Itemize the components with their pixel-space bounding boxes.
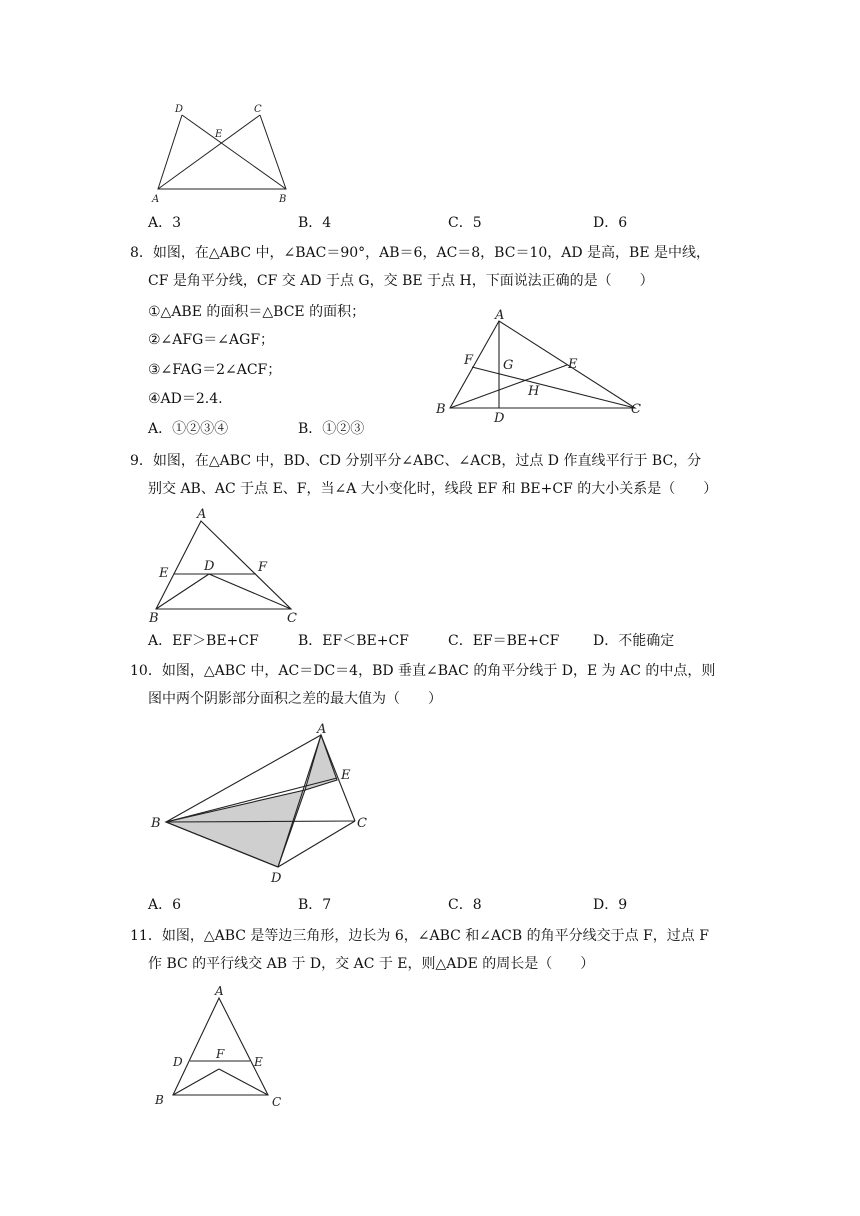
q9-option-c[interactable]: C．EF＝BE+CF bbox=[448, 633, 560, 649]
q11-label-f: F bbox=[216, 1047, 225, 1061]
q10-option-c[interactable]: C．8 bbox=[448, 897, 482, 913]
q10-label-d: D bbox=[271, 871, 282, 886]
q9-label-b: B bbox=[149, 611, 159, 626]
q10-option-a[interactable]: A．6 bbox=[148, 897, 182, 913]
q8-statement-1: ①△ABE 的面积＝△BCE 的面积； bbox=[148, 304, 366, 320]
q10-label-a: A bbox=[317, 722, 327, 737]
q9-label-e: E bbox=[159, 566, 169, 581]
q7-option-c[interactable]: C．5 bbox=[448, 215, 482, 231]
q8-label-a: A bbox=[495, 308, 505, 323]
q10-stem-line2: 图中两个阴影部分面积之差的最大值为（ ） bbox=[148, 691, 442, 707]
q11-label-d: D bbox=[173, 1055, 183, 1069]
q9-option-d[interactable]: D．不能确定 bbox=[593, 633, 675, 649]
q8-statement-4: ④AD＝2.4. bbox=[148, 391, 223, 407]
q11-label-e: E bbox=[254, 1055, 263, 1069]
q8-figure bbox=[430, 305, 650, 430]
q7-option-a[interactable]: A．3 bbox=[148, 215, 182, 231]
q10-label-b: B bbox=[151, 816, 161, 831]
q8-label-d: D bbox=[494, 411, 505, 426]
q7-figure bbox=[148, 100, 298, 210]
q8-statement-3: ③∠FAG＝2∠ACF； bbox=[148, 362, 282, 378]
q8-stem-line1: 8．如图，在△ABC 中，∠BAC＝90°，AB＝6，AC＝8，BC＝10，AD 是高，BE 是中线， bbox=[130, 245, 711, 261]
q9-label-c: C bbox=[287, 611, 297, 626]
q8-statement-2: ②∠AFG＝∠AGF； bbox=[148, 332, 275, 348]
q11-label-b: B bbox=[155, 1093, 164, 1107]
q9-label-d: D bbox=[204, 559, 215, 574]
q9-stem-line2: 别交 AB、AC 于点 E、F，当∠A 大小变化时，线段 EF 和 BE+CF 的大小关系是（ ） bbox=[148, 481, 718, 497]
q8-stem-line2: CF 是角平分线，CF 交 AD 于点 G，交 BE 于点 H，下面说法正确的是（ ） bbox=[148, 273, 654, 289]
q8-label-b: B bbox=[436, 402, 446, 417]
q9-option-b[interactable]: B．EF＜BE+CF bbox=[298, 633, 409, 649]
q9-figure bbox=[146, 505, 311, 627]
q8-label-h: H bbox=[528, 384, 540, 399]
q10-option-b[interactable]: B．7 bbox=[298, 897, 332, 913]
q8-label-f: F bbox=[464, 353, 474, 368]
q7-label-d: D bbox=[175, 104, 184, 115]
q7-option-d[interactable]: D．6 bbox=[593, 215, 628, 231]
q11-label-c: C bbox=[272, 1095, 282, 1109]
q9-option-a[interactable]: A．EF＞BE+CF bbox=[148, 633, 259, 649]
q11-label-a: A bbox=[215, 984, 224, 998]
q10-option-d[interactable]: D．9 bbox=[593, 897, 628, 913]
q8-label-c: C bbox=[631, 402, 641, 417]
q11-stem-line2: 作 BC 的平行线交 AB 于 D，交 AC 于 E，则△ADE 的周长是（ ） bbox=[148, 956, 595, 972]
q8-option-a[interactable]: A．①②③④ bbox=[148, 421, 229, 437]
q9-stem-line1: 9．如图，在△ABC 中，BD、CD 分别平分∠ABC、∠ACB，过点 D 作直线平行于 BC，分 bbox=[130, 453, 702, 469]
q7-option-b[interactable]: B．4 bbox=[298, 215, 332, 231]
q11-stem-line1: 11．如图，△ABC 是等边三角形，边长为 6，∠ABC 和∠ACB 的角平分线交于点 F，过点 F bbox=[130, 928, 709, 944]
q7-label-e: E bbox=[215, 129, 223, 140]
q7-label-a: A bbox=[152, 194, 160, 205]
q10-label-c: C bbox=[357, 816, 367, 831]
q7-label-c: C bbox=[254, 104, 262, 115]
q8-label-e: E bbox=[568, 357, 578, 372]
q8-option-b[interactable]: B．①②③ bbox=[298, 421, 365, 437]
q10-figure bbox=[146, 720, 386, 890]
q10-stem-line1: 10．如图，△ABC 中，AC＝DC＝4，BD 垂直∠BAC 的角平分线于 D，E 为 AC 的中点，则 bbox=[130, 663, 716, 679]
q7-label-b: B bbox=[279, 194, 287, 205]
q9-label-f: F bbox=[258, 560, 268, 575]
q8-label-g: G bbox=[503, 358, 514, 373]
q9-label-a: A bbox=[197, 507, 207, 522]
q11-figure bbox=[146, 980, 296, 1110]
q10-label-e: E bbox=[341, 768, 351, 783]
